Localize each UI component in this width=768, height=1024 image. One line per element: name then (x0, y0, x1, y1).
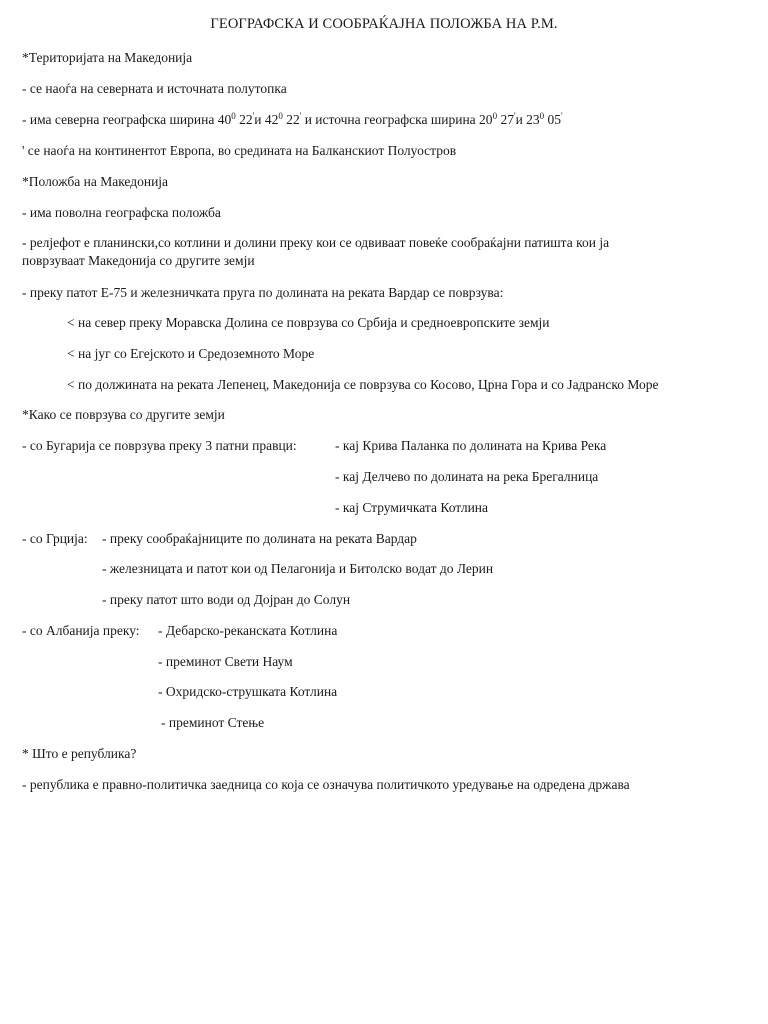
text-line: - се наоѓа на северната и источната полутопка (22, 81, 287, 96)
list-item: - Охридско-струшката Котлина (158, 684, 338, 699)
text-line-bulgaria: - со Бугарија се поврзува преку 3 патни правци: (22, 438, 297, 453)
list-item: < на југ со Егејското и Средоземното Море (67, 346, 315, 361)
list-item: - преминот Свети Наум (158, 654, 293, 669)
text-line-greece: - со Грција: (22, 531, 88, 546)
list-item: - кај Струмичката Котлина (335, 500, 489, 515)
text-line: поврзуваат Македонија со другите земји (22, 253, 255, 268)
heading-position: *Положба на Македонија (22, 174, 169, 189)
text-line: - република е правно-политичка заедница со која се означува политичкото уредување на одредена држава (22, 777, 630, 792)
text-line-coordinates: - има северна географска ширина $40^0$ 22'и $42^0$ 22' и источна географска ширина $20^0$ 27'и $23^0$ 05' (22, 111, 563, 127)
text-line: - има поволна географска положба (22, 205, 221, 220)
text-paragraph (22, 234, 722, 270)
list-item: - кај Крива Паланка по долината на Крива Река (335, 438, 607, 453)
list-item: - преку патот што води од Дојран до Солун (102, 592, 351, 607)
list-item: < по должината на реката Лепенец, Македонија се поврзува со Косово, Црна Гора и со Јадранско Море (67, 377, 659, 392)
text-line: ' се наоѓа на континентот Европа, во средината на Балканскиот Полуостров (22, 143, 457, 158)
list-item: < на север преку Моравска Долина се поврзува со Србија и средноевропските земји (67, 315, 550, 330)
text-line: - релјефот е планински,со котлини и долини преку кои се одвиваат повеќе сообраќајни патишта кои ја (22, 235, 610, 250)
text-line: - преку патот Е-75 и железничката пруга по долината на реката Вардар се поврзува: (22, 285, 504, 300)
heading-territory: *Територијата на Македонија (22, 50, 193, 65)
list-item: - Дебарско-реканската Котлина (158, 623, 338, 638)
list-item: - преминот Стење (161, 715, 265, 730)
heading-connections: *Како се поврзува со другите земји (22, 407, 225, 422)
document-title: ГЕОГРАФСКА И СООБРАЌАЈНА ПОЛОЖБА НА Р.М. (210, 16, 558, 32)
list-item: - преку сообраќајниците по долината на реката Вардар (102, 531, 417, 546)
list-item: - кај Делчево по долината на река Брегалница (335, 469, 599, 484)
heading-republic: * Што е република? (22, 746, 137, 761)
text-line-albania: - со Албанија преку: (22, 623, 140, 638)
list-item: - железницата и патот кои од Пелагонија и Битолско водат до Лерин (102, 561, 494, 576)
